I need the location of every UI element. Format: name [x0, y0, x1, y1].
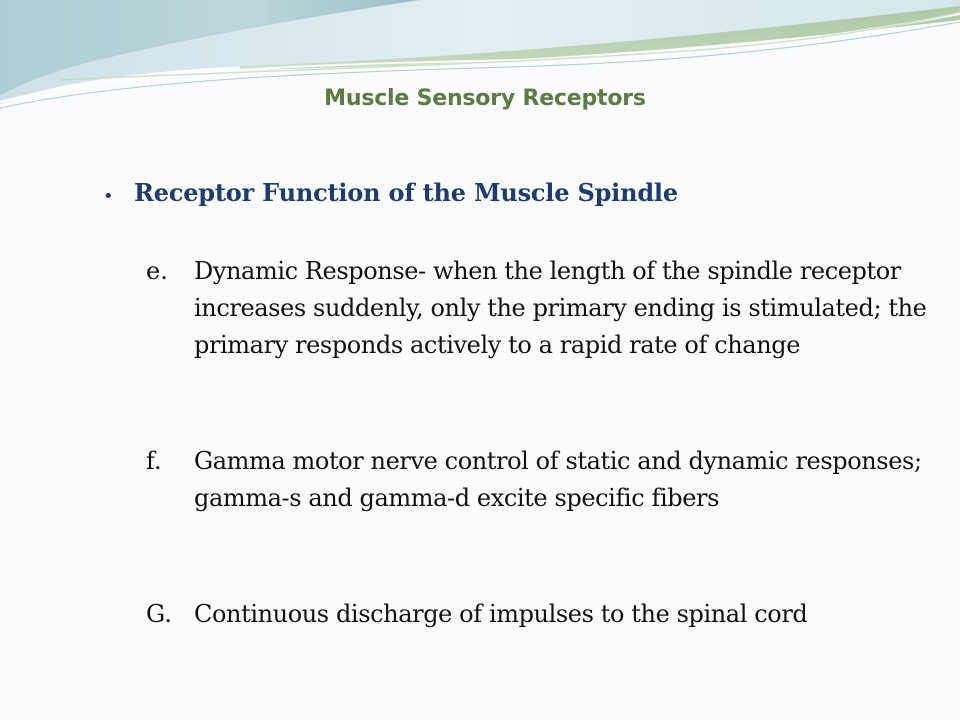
list-item [146, 443, 936, 517]
slide-title: Muscle Sensory Receptors [324, 86, 646, 111]
section-heading: Receptor Function of the Muscle Spindle [134, 178, 678, 207]
list-item-text: Continuous discharge of impulses to the spinal cord [194, 600, 808, 628]
list-item-text: Dynamic Response- when the length of the spindle receptor increases suddenly, only the primary ending is stimulated; the primary responds actively to a rapid rate of change [194, 257, 927, 359]
list-item-marker: G. [146, 600, 172, 628]
bullet-dot-icon: • [103, 186, 114, 207]
list-item [146, 596, 936, 633]
list-item [146, 253, 936, 364]
list-item-marker: e. [146, 257, 168, 285]
list-item-text: Gamma motor nerve control of static and dynamic responses; gamma-s and gamma-d excite specific fibers [194, 447, 922, 512]
list-item-marker: f. [146, 447, 162, 475]
